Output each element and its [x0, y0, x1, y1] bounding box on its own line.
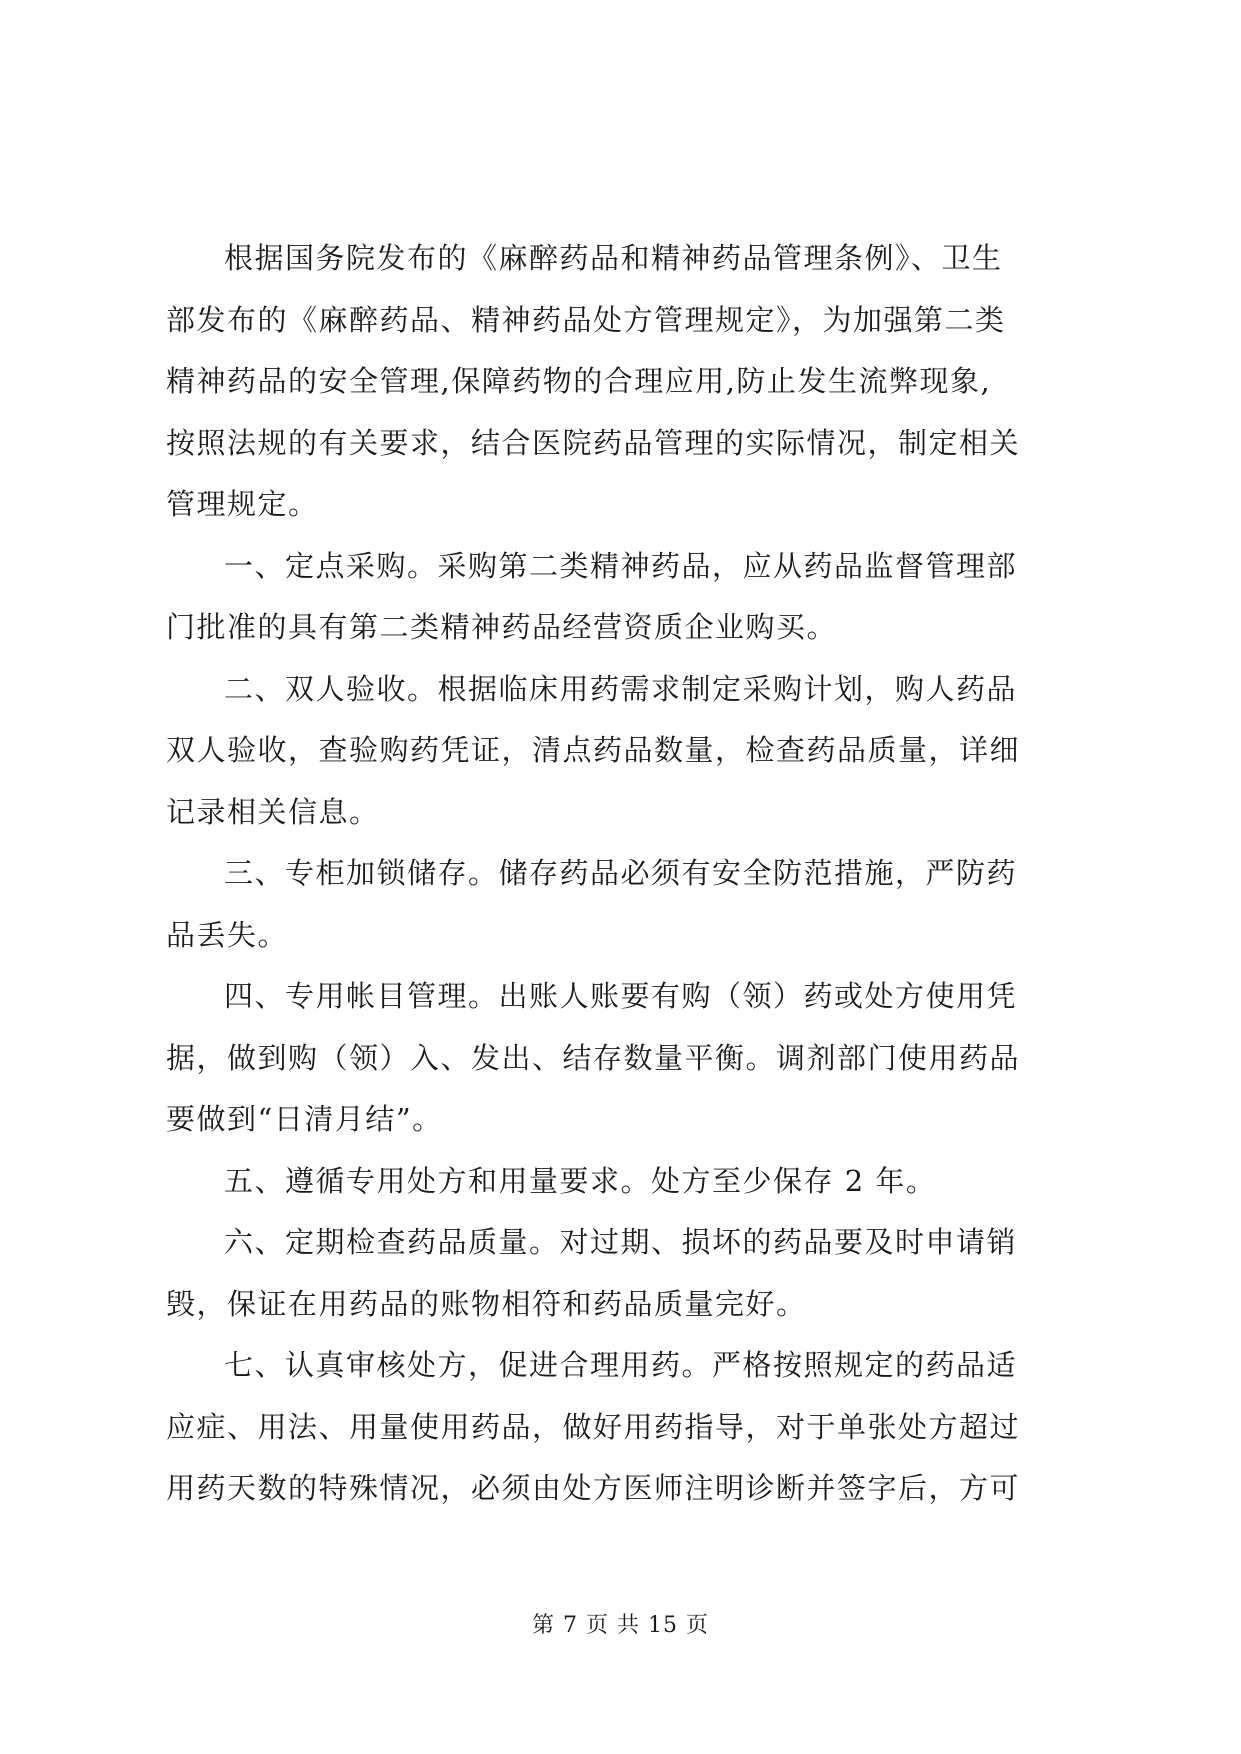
text-line: 精神药品的安全管理,保障药物的合理应用,防止发生流弊现象, — [166, 364, 992, 398]
text-line: 根据国务院发布的《麻醉药品和精神药品管理条例》、卫生 — [224, 241, 1003, 275]
text-line: 一、定点采购。采购第二类精神药品，应从药品监督管理部 — [224, 548, 1018, 583]
text-line: 部发布的《麻醉药品、精神药品处方管理规定》，为加强第二类 — [166, 302, 1006, 337]
text-line: 据，做到购（领）入、发出、结存数量平衡。调剂部门使用药品 — [166, 1040, 1021, 1075]
text-line: 六、定期检查药品质量。对过期、损坏的药品要及时申请销 — [224, 1225, 1018, 1259]
page-number-footer: 第 7 页 共 15 页 — [532, 1613, 709, 1638]
text-line: 双人验收，查验购药凭证，清点药品数量，检查药品质量，详细 — [166, 733, 1021, 767]
paragraph-item-3 — [166, 843, 1086, 966]
text-line: 按照法规的有关要求，结合医院药品管理的实际情况，制定相关 — [166, 425, 1021, 460]
text-line: 毁，保证在用药品的账物相符和药品质量完好。 — [166, 1286, 807, 1321]
text-line: 七、认真审核处方，促进合理用药。严格按照规定的药品适 — [224, 1348, 1018, 1382]
paragraph-item-6 — [166, 1212, 1086, 1335]
text-line: 品丢失。 — [166, 917, 289, 952]
text-line: 记录相关信息。 — [166, 794, 380, 829]
text-line: 四、专用帐目管理。出账人账要有购（领）药或处方使用凭 — [224, 979, 1018, 1013]
text-line: 要做到“日清月结”。 — [166, 1102, 443, 1136]
paragraph-item-7 — [166, 1335, 1086, 1520]
paragraph-item-4 — [166, 966, 1086, 1151]
text-line: 三、专柜加锁储存。储存药品必须有安全防范措施，严防药 — [224, 856, 1018, 890]
text-line: 五、遵循专用处方和用量要求。处方至少保存 2 年。 — [224, 1163, 937, 1198]
paragraph-item-2 — [166, 659, 1086, 844]
paragraph-item-1 — [166, 536, 1086, 659]
text-line: 二、双人验收。根据临床用药需求制定采购计划，购人药品 — [224, 671, 1018, 706]
document-body — [166, 228, 1086, 1520]
paragraph-intro — [166, 228, 1086, 536]
text-line: 应症、用法、用量使用药品，做好用药指导，对于单张处方超过 — [166, 1409, 1021, 1444]
text-line: 用药天数的特殊情况，必须由处方医师注明诊断并签字后，方可 — [166, 1471, 1021, 1505]
paragraph-item-5 — [166, 1151, 1086, 1213]
text-line: 门批准的具有第二类精神药品经营资质企业购买。 — [166, 610, 838, 644]
text-line: 管理规定。 — [166, 487, 319, 521]
